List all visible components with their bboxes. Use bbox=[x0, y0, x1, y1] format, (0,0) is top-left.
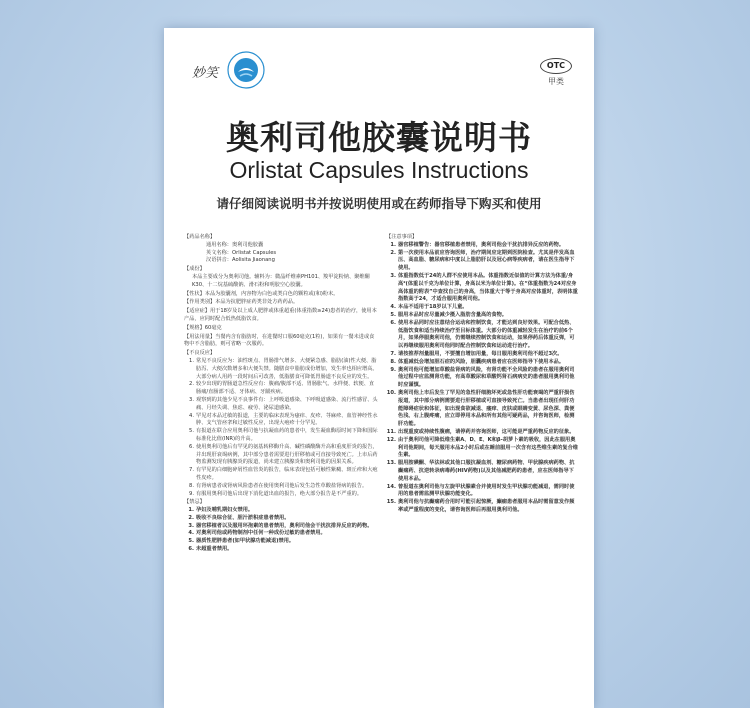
otc-badge: OTC bbox=[540, 58, 572, 74]
list-item: 2. 吸收不良综合征、胆汁淤积症患者禁用。 bbox=[188, 514, 290, 521]
list-item: 6. 使用本品同时应注意结合运动和控制饮食，才能达到良好效果。可配合低热、低脂饮食和适当持续治疗至目标体重。大部分的体重减轻发生在治疗的前6个月，如果停服奥利司他，仍需继续控制饮食和运动，如果停药后体重反弹，可以再继续服用奥利司他同时配合控制饮食和运动进行治疗。 bbox=[390, 319, 575, 350]
list-item: 8. 有肾病患者或肾病风险患者在使用奥利司他后发生急性草酸盐肾病的报告。 bbox=[189, 482, 368, 489]
section-drug-name bbox=[184, 234, 379, 265]
section-heading: 【注意事项】 bbox=[386, 234, 418, 240]
section-indications: 【适应症】用于18岁及以上成人肥胖或体重超重(体重指数≥24)患者的治疗，使用本产品，应同时配合低热低脂饮食。 bbox=[184, 308, 377, 322]
list-item: 6. 使用奥利司他后有罕见的氨基转移酶升高、碱性磷酸酶升高和重度肝炎的报告，并出现肝衰竭病例，其中部分患者需要进行肝移植或可直接导致死亡。上市后药物监测发现有胰腺炎的报道，尚未建立胰腺炎和奥利司他的因果关系。 bbox=[189, 443, 378, 466]
list-item: 14. 曾报道在奥利司他与左旋甲状腺素合并使用时发生甲状腺功能减退，需同时使用的患者需监测甲状腺功能变化。 bbox=[386, 483, 575, 498]
section-heading: 【成份】 bbox=[184, 266, 205, 273]
page-subtitle: 请仔细阅读说明书并按说明使用或在药师指导下购买和使用 bbox=[216, 196, 542, 211]
list-item: 2. 较少出现的胃肠道急性反应有：腹痛/腹部不适、胃肠胀气、水样便、软便、直肠痛/直肠部不适、牙体病、牙龈疾病。 bbox=[189, 381, 375, 396]
left-column bbox=[184, 234, 379, 555]
list-item: 13. 服用胺碘酮、华法林或其他口服抗凝血剂、糖尿病药物、甲状腺疾病药物、抗癫痫药、抗逆转录病毒药(HIV药物)以及其他减肥药的患者，应在医师指导下使用本品。 bbox=[386, 460, 575, 482]
list-item: 10. 奥利司他上市后发生了罕见的急性肝细胞坏死或急性肝功能衰竭的严重肝损伤报道，其中部分病例需要进行肝移植或可直接导致死亡。当患者出现任何肝功能障碍症状和体征，如出现食欲减退、瘙痒、皮肤或眼睛变黄、尿色深、粪便色浅、右上腹疼痛，应立即停用本品和所有其他可疑药品，并咨询医师，检测肝功能。 bbox=[386, 389, 575, 428]
right-column bbox=[386, 234, 578, 515]
list-item: 12. 由于奥利司他可降低维生素A、D、E、K和β-胡萝卜素的吸收，因此在服用奥利司他期间，每天服用本品2小时后或在睡前服用一次含有这些维生素的复合维生素。 bbox=[386, 436, 578, 459]
list-item: 1. 器官移植警告：器官移植患者禁用，奥利司他会干扰抗排异反应的药物。 bbox=[390, 241, 565, 248]
otc-marker bbox=[540, 58, 572, 87]
section-adverse-reactions bbox=[184, 350, 379, 498]
section-heading: 【禁忌】 bbox=[184, 499, 205, 506]
section-usage: 【用法用量】当餐内含有脂肪时，在进餐时口服60毫克(1粒)，如果有一餐未进或食物中不含脂肪，则可省略一次服药。 bbox=[184, 333, 375, 348]
list-item: 3. 体重指数低于24的人群不应使用本品。体重指数近似值的计算方法为体重/身高²(体重以千克为单位计算，身高以米为单位计算)。在“体重指数为24对应身高体重的附表”中查找自己的身高，当体重大于等于身高对应体重时，表明体重指数高于24，才适合服用奥利司他。 bbox=[390, 272, 578, 303]
section-text: 本品主要成分为奥利司他。辅料为：微晶纤维素PH101、羧甲淀粉钠、聚维酮K30、十二烷基硫酸钠、滑石粉和明胶空心胶囊。 bbox=[192, 273, 370, 288]
list-item: 9. 有服用奥利司他后出现下消化道出血的报告，绝大部分报告是不严重的。 bbox=[189, 490, 363, 497]
list-item: 1. 孕妇及哺乳期妇女禁用。 bbox=[188, 507, 254, 514]
brand-logo-text: 妙笑 bbox=[192, 66, 219, 81]
section-properties: 【性状】本品为胶囊剂，内容物为白色或类白色的颗粒或(和)粉末。 bbox=[184, 290, 339, 297]
certification-seal bbox=[226, 50, 266, 94]
list-item: 5. 服用本品时应尽量减少摄入脂肪含量高的食物。 bbox=[390, 311, 507, 318]
section-contraindications bbox=[184, 499, 379, 554]
list-item: 5. 有报道在联合应用奥利司他与抗凝血药的患者中，发生凝血酶原时间下降和国际标准化比值(INR)的升高。 bbox=[189, 428, 378, 442]
list-item: 5. 器质性肥胖患者(如甲状腺功能减退)禁用。 bbox=[188, 538, 295, 545]
name-row: 汉语拼音： Aolisita Jiaonang bbox=[206, 257, 275, 264]
list-item: 15. 奥利司他与抗癫痫药合用时可能引起惊厥，癫痫患者服用本品时需留意发作频率或严重程度的变化，请咨询医师后再服用奥利司他。 bbox=[386, 499, 575, 513]
section-heading: 【不良反应】 bbox=[184, 350, 216, 357]
instruction-sheet bbox=[164, 28, 594, 708]
section-heading: 【药品名称】 bbox=[184, 234, 216, 240]
name-row: 英文名称： Orlistat Capsules bbox=[206, 249, 277, 256]
list-item: 3. 观察到的其他少见不良事件有：上呼吸道感染、下呼吸道感染、流行性感冒、头痛、月经失调、焦虑、疲劳、泌尿道感染。 bbox=[189, 396, 378, 411]
list-item: 7. 请按推荐剂量服用，不要擅自增加用量，每日服用奥利司他不超过3次。 bbox=[390, 350, 563, 357]
list-item: 7. 有罕见的白细胞碎屑性血管炎的报告，临床表现包括可触性紫癜、斑丘疹和大疱性皮疹。 bbox=[189, 467, 378, 481]
list-item: 4. 本品不适用于18岁以下儿童。 bbox=[390, 304, 468, 311]
list-item: 1. 常见不良反应为：油性斑点、胃肠排气增多、大便紧急感、脂肪(油)性大便、脂肪泻、大便次数增多和大便失禁。随膳食中脂肪成份增加，发生率也相应增高。大部分病人用药一段时间后可改善，低脂膳食可降低胃肠道不良反应的发生。 bbox=[189, 357, 378, 380]
list-item: 6. 未超重者禁用。 bbox=[188, 546, 233, 553]
otc-category: 甲类 bbox=[548, 77, 564, 86]
list-item: 4. 罕见对本品过敏的报道，主要的临床表现为瘙痒、皮疹、荨麻疹、血管神经性水肿、支气管痉挛和过敏性反应，出现大疱疹十分罕见。 bbox=[189, 412, 378, 427]
certification-seal-icon bbox=[226, 50, 266, 90]
list-item: 11. 出现重度或持续性腹痛，请停药并咨询医师，这可能是严重药物反应的征象。 bbox=[386, 428, 575, 435]
section-composition bbox=[184, 266, 379, 289]
list-item: 2. 第一次使用本品前应咨询医师，治疗期间应定期到医院检查。尤其是伴发高血压、高血脂、糖尿病和中度以上脂肪肝以及冠心病等疾病者，请在医生指导下使用。 bbox=[390, 249, 575, 272]
brand-block bbox=[192, 50, 266, 94]
page-title-en: Orlistat Capsules Instructions bbox=[229, 157, 529, 183]
list-item: 9. 奥利司他可能增加草酸盐肾病的风险，有肾功能不全风险的患者在服用奥利司他过程中应监测肾功能，有高草酸尿和草酸钙肾石病病史的患者服用奥利司他时应谨慎。 bbox=[390, 366, 575, 389]
page-title-cn: 奥利司他胶囊说明书 bbox=[226, 118, 532, 157]
name-row: 通用名称： 奥利司他胶囊 bbox=[206, 241, 264, 248]
section-specification: 【规格】60毫克 bbox=[184, 324, 222, 331]
section-category: 【作用类别】本品为抗肥胖症药类非处方药药品。 bbox=[184, 299, 299, 306]
list-item: 8. 体重减低会增加胆石症的风险，胆囊疾病患者应在医师指导下使用本品。 bbox=[390, 358, 565, 365]
list-item: 4. 对奥利司他或药物制剂中任何一种成份过敏的患者禁用。 bbox=[188, 530, 326, 537]
list-item: 3. 器官移植者以及服用环孢素的患者禁用，奥利司他会干扰抗排异反应的药物。 bbox=[188, 522, 373, 529]
